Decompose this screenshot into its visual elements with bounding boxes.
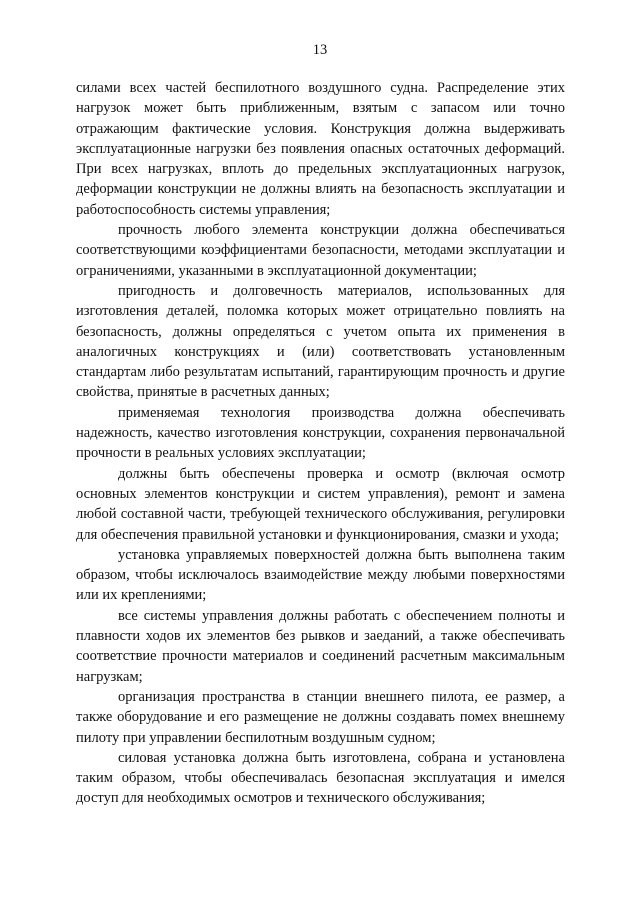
paragraph-control-surfaces: установка управляемых поверхностей должна быть выполнена таким образом, чтобы исключалось взаимодействие между любыми поверхностями или их креплениями;: [76, 546, 565, 604]
paragraph-inspection: должны быть обеспечены проверка и осмотр (включая осмотр основных элементов конструкции и систем управления), ремонт и замена любой составной части, требующей технического обслуживания, регулировки для обеспечения правильной установки и функционирования, смазки и ухода;: [76, 465, 565, 543]
paragraph-continuation: силами всех частей беспилотного воздушного судна. Распределение этих нагрузок может быть приближенным, взятым с запасом или точно отражающим фактические условия. Конструкция должна выдерживать эксплуатационные нагрузки без появления опасных остаточных деформаций. При всех нагрузках, вплоть до предельных эксплуатационных нагрузок, деформации конструкции не должны влиять на безопасность эксплуатации и работоспособность системы управления;: [76, 80, 565, 218]
paragraph-power-plant: силовая установка должна быть изготовлена, собрана и установлена таким образом, чтобы обеспечивалась безопасная эксплуатация и имелся доступ для необходимых осмотров и технического обслуживания;: [76, 749, 565, 807]
paragraph-materials: пригодность и долговечность материалов, использованных для изготовления деталей, поломка которых может отрицательно повлиять на безопасность, должны определяться с учетом опыта их применения в аналогичных конструкциях и (или) соответствовать установленным стандартам либо результатам испытаний, гарантирующим прочность и другие свойства, принятые в расчетных данных;: [76, 282, 565, 401]
body-text: [76, 78, 565, 809]
page-number: 13: [312, 42, 328, 58]
paragraph-control-systems: все системы управления должны работать с обеспечением полноты и плавности ходов их элементов без рывков и заеданий, а также обеспечивать соответствие прочности материалов и соединений расчетным максимальным нагрузкам;: [76, 607, 565, 685]
paragraph-pilot-station: организация пространства в станции внешнего пилота, ее размер, а также оборудование и его размещение не должны создавать помех внешнему пилоту при управлении беспилотным воздушным судном;: [76, 688, 565, 746]
paragraph-technology: применяемая технология производства должна обеспечивать надежность, качество изготовления конструкции, сохранения первоначальной прочности в реальных условиях эксплуатации;: [76, 404, 565, 462]
paragraph-strength: прочность любого элемента конструкции должна обеспечиваться соответствующими коэффициентами безопасности, методами эксплуатации и ограничениями, указанными в эксплуатационной документации;: [76, 222, 565, 279]
